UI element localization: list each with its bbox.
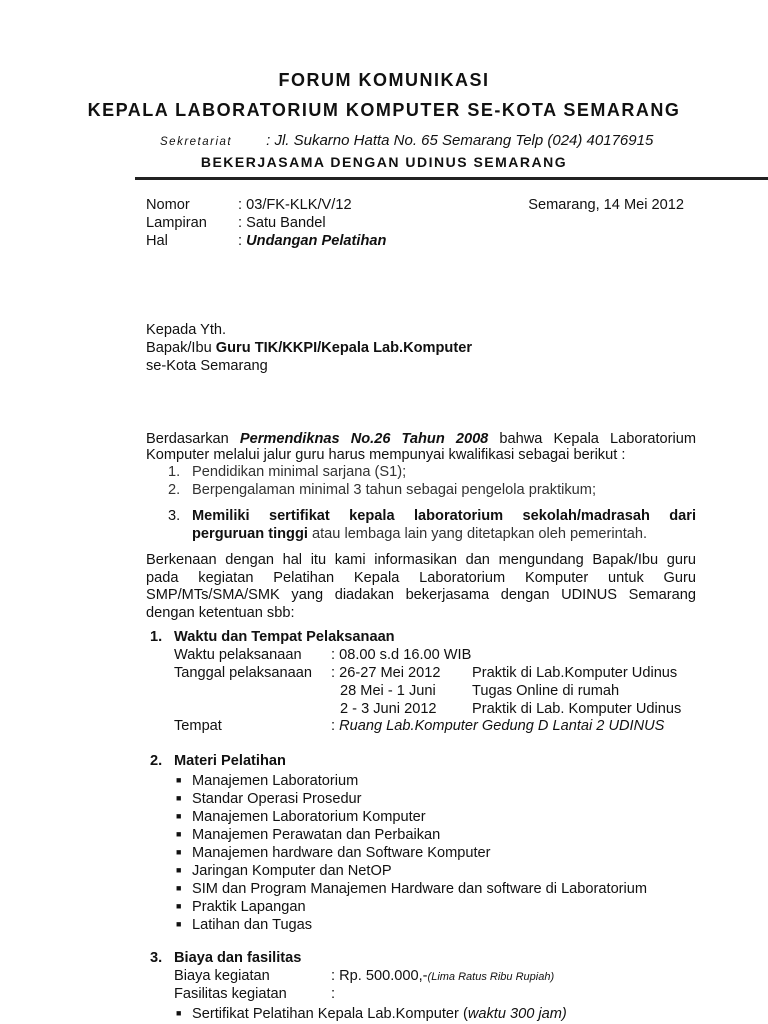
bullet-icon: ■ <box>176 1008 182 1018</box>
materi-item <box>176 771 358 790</box>
fasilitas-colon: : <box>331 986 336 1002</box>
secretariat-label: Sekretariat <box>160 136 233 148</box>
schedule-activity: Praktik di Lab. Komputer Udinus <box>472 701 682 717</box>
recipient-role: Guru TIK/KKPI/Kepala Lab.Komputer <box>215 340 473 356</box>
bullet-icon: ■ <box>176 829 182 839</box>
invitation-paragraph-line-2: pada kegiatan Pelatihan Kepala Laboratorium Komputer untuk Guru <box>146 569 696 586</box>
secretariat-line <box>160 132 653 149</box>
requirement-text-bold: Memiliki sertifikat kepala laboratorium sekolah/madrasah dari <box>192 508 696 524</box>
materi-text: Manajemen Laboratorium Komputer <box>192 809 426 825</box>
hal-label: Hal <box>146 233 168 249</box>
tempat-value <box>331 718 664 734</box>
letterhead-title-kepala-lab: KEPALA LABORATORIUM KOMPUTER SE-KOTA SEMARANG <box>87 100 681 120</box>
invitation-paragraph-last-line: dengan ketentuan sbb: <box>146 604 295 621</box>
bullet-icon: ■ <box>176 793 182 803</box>
schedule-date: 2 - 3 Juni 2012 <box>340 701 437 717</box>
recipient-prefix: Bapak/Ibu <box>146 340 216 356</box>
tempat-location: Ruang Lab.Komputer Gedung D Lantai 2 UDINUS <box>339 718 665 734</box>
bullet-icon: ■ <box>176 847 182 857</box>
biaya-label: Biaya kegiatan <box>174 968 270 984</box>
recipient-location: se-Kota Semarang <box>146 358 268 374</box>
section-number: 1. <box>150 629 163 645</box>
requirement-number: 3. <box>168 508 181 524</box>
requirement-number: 2. <box>168 482 181 498</box>
invitation-paragraph-line-3: SMP/MTs/SMA/SMK yang diadakan bekerjasama dengan UDINUS Semarang <box>146 587 696 603</box>
section-title: Materi Pelatihan <box>174 753 286 769</box>
fasilitas-item <box>176 1004 567 1023</box>
letterhead-divider <box>135 177 768 180</box>
materi-text: Manajemen hardware dan Software Komputer <box>192 845 491 861</box>
bullet-icon: ■ <box>176 919 182 929</box>
requirement-text: Berpengalaman minimal 3 tahun sebagai pengelola praktikum; <box>192 482 597 498</box>
nomor-value: : 03/FK-KLK/V/12 <box>238 197 352 213</box>
regulation-reference: Permendiknas No.26 Tahun 2008 <box>239 431 489 447</box>
bullet-icon: ■ <box>176 811 182 821</box>
lampiran-value: : Satu Bandel <box>238 215 326 231</box>
tanggal-label: Tanggal pelaksanaan <box>174 665 312 681</box>
intro-text-c: bahwa Kepala Laboratorium <box>488 431 696 447</box>
requirement-item-3 <box>168 507 696 525</box>
requirement-item-1 <box>168 463 406 481</box>
waktu-value: : 08.00 s.d 16.00 WIB <box>331 647 472 663</box>
requirement-number: 1. <box>168 464 181 480</box>
biaya-note: (Lima Ratus Ribu Rupiah) <box>427 971 555 983</box>
recipient-title <box>146 340 472 356</box>
materi-item <box>176 915 312 934</box>
materi-item <box>176 861 392 880</box>
hal-value <box>238 233 386 249</box>
section-2-heading <box>150 753 286 769</box>
hal-subject: Undangan Pelatihan <box>246 233 387 249</box>
materi-item <box>176 807 426 826</box>
schedule-date: 28 Mei - 1 Juni <box>340 683 436 699</box>
hal-colon: : <box>238 233 247 249</box>
schedule-activity: Tugas Online di rumah <box>472 683 620 699</box>
recipient-greeting: Kepada Yth. <box>146 322 227 338</box>
section-title: Biaya dan fasilitas <box>174 950 302 966</box>
invitation-paragraph-line-1: Berkenaan dengan hal itu kami informasikan dan mengundang Bapak/Ibu guru <box>146 552 696 568</box>
requirement-text-rest: atau lembaga lain yang ditetapkan oleh pemerintah. <box>307 526 648 542</box>
section-number: 3. <box>150 950 163 966</box>
materi-text: Manajemen Perawatan dan Perbaikan <box>192 827 441 843</box>
materi-item <box>176 789 362 808</box>
section-1-heading <box>150 629 395 645</box>
intro-text-a: Berdasarkan <box>146 431 240 447</box>
waktu-label: Waktu pelaksanaan <box>174 647 302 663</box>
materi-text: Manajemen Laboratorium <box>192 773 359 789</box>
materi-text: SIM dan Program Manajemen Hardware dan software di Laboratorium <box>192 881 648 897</box>
materi-text: Latihan dan Tugas <box>192 917 313 933</box>
section-number: 2. <box>150 753 163 769</box>
tempat-label: Tempat <box>174 718 222 734</box>
materi-text: Standar Operasi Prosedur <box>192 791 362 807</box>
secretariat-address: : Jl. Sukarno Hatta No. 65 Semarang Telp (024) 40176915 <box>266 132 654 149</box>
requirement-text: Pendidikan minimal sarjana (S1); <box>192 464 407 480</box>
requirement-item-2 <box>168 481 596 499</box>
schedule-date: : 26-27 Mei 2012 <box>331 665 441 681</box>
materi-text: Praktik Lapangan <box>192 899 306 915</box>
requirement-text-bold2: perguruan tinggi <box>192 526 308 542</box>
materi-item <box>176 825 440 844</box>
bullet-icon: ■ <box>176 901 182 911</box>
bullet-icon: ■ <box>176 883 182 893</box>
section-3-heading <box>150 950 301 966</box>
materi-text: Jaringan Komputer dan NetOP <box>192 863 392 879</box>
lampiran-label: Lampiran <box>146 215 207 231</box>
letterhead-title-forum: FORUM KOMUNIKASI <box>278 70 490 90</box>
fasilitas-text: Sertifikat Pelatihan Kepala Lab.Komputer ( <box>192 1006 468 1022</box>
bullet-icon: ■ <box>176 865 182 875</box>
intro-paragraph-line2: Komputer melalui jalur guru harus mempunyai kwalifikasi sebagai berikut : <box>146 447 626 463</box>
materi-item <box>176 843 491 862</box>
letterhead-partnership: BEKERJASAMA DENGAN UDINUS SEMARANG <box>200 154 568 170</box>
fasilitas-label: Fasilitas kegiatan <box>174 986 287 1002</box>
section-title: Waktu dan Tempat Pelaksanaan <box>174 629 395 645</box>
biaya-amount: : Rp. 500.000,- <box>331 968 428 984</box>
letter-date: Semarang, 14 Mei 2012 <box>528 197 684 213</box>
biaya-value <box>331 968 554 984</box>
bullet-icon: ■ <box>176 775 182 785</box>
schedule-activity: Praktik di Lab.Komputer Udinus <box>472 665 678 681</box>
materi-item <box>176 879 647 898</box>
requirement-item-3-line2 <box>192 525 647 543</box>
tempat-colon: : <box>331 718 340 734</box>
nomor-label: Nomor <box>146 197 190 213</box>
fasilitas-duration: waktu 300 jam) <box>467 1006 567 1022</box>
materi-item <box>176 897 306 916</box>
